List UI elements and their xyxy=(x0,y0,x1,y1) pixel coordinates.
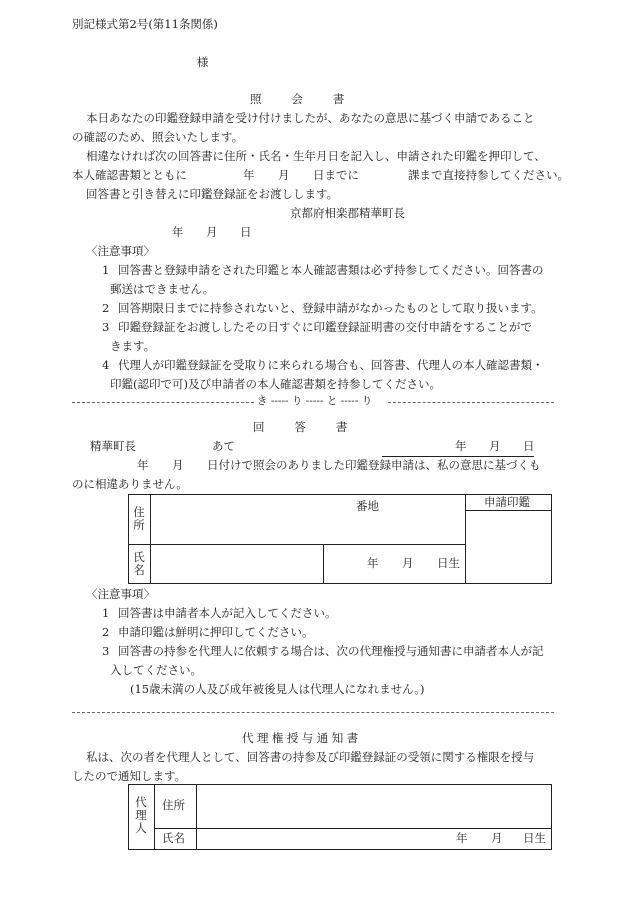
issue-day-label: 日 xyxy=(240,225,252,239)
proxy-line-1: 私は、次の者を代理人として、回答書の持参及び印鑑登録証の受領に関する権限を授与 xyxy=(86,750,535,764)
cut-line-label: き ----- り ----- と ----- り xyxy=(257,395,373,407)
seal-header-divider xyxy=(465,510,552,511)
inquiry-note-text: 回答期限日までに持参されないと、登録申請がなかったものとして取り扱います。 xyxy=(118,301,543,315)
reply-title: 回答書 xyxy=(253,420,378,434)
name-input[interactable] xyxy=(152,546,320,582)
agent-name-label: 氏名 xyxy=(162,831,185,845)
inquiry-note-text: 代理人が印鑑登録証を受取りに来られる場合も、回答書、代理人の本人確認書類・ xyxy=(118,358,544,372)
reply-day-label: 日 xyxy=(523,439,535,453)
reply-ate: あて xyxy=(212,439,235,453)
name-label: 氏名 xyxy=(133,550,145,578)
address-input[interactable] xyxy=(152,511,462,541)
inquiry-note-text: 印鑑登録証をお渡ししたその日すぐに印鑑登録証明書の交付申請をすることがで xyxy=(118,320,532,334)
deadline-month-label: 月 xyxy=(278,168,290,182)
birth-divider xyxy=(323,544,324,584)
reply-date-underline xyxy=(382,456,534,457)
reply-month-label: 月 xyxy=(489,439,501,453)
inquiry-ref-month-label: 月 xyxy=(172,458,184,472)
reply-note-text: 回答書は申請者本人が記入してください。 xyxy=(118,606,337,620)
deadline-department-text: 課まで直接持参してください。 xyxy=(408,168,569,182)
separator-dashed xyxy=(72,712,554,713)
proxy-title: 代理権授与通知書 xyxy=(242,731,362,745)
address-label: 住所 xyxy=(133,505,145,533)
inquiry-ref-year-label: 年 xyxy=(137,458,149,472)
reply-note-number: 2 xyxy=(102,625,110,639)
inquiry-note-text-cont: 印鑑(認印で可)及び申請者の本人確認書類を持参してください。 xyxy=(110,377,441,391)
issuer: 京都府相楽郡精華町長 xyxy=(290,206,405,220)
reply-year-label: 年 xyxy=(455,439,467,453)
proxy-row-divider xyxy=(154,828,552,829)
address-banchi-label: 番地 xyxy=(356,499,379,513)
reply-body-text: 日付けで照会のありました印鑑登録申請は、私の意思に基づくも xyxy=(207,458,541,472)
deadline-day-label: 日までに xyxy=(313,168,359,182)
agent-name-input[interactable] xyxy=(198,830,438,848)
inquiry-note-text-cont: きます。 xyxy=(110,339,156,353)
reply-table-row-divider xyxy=(128,544,465,545)
birth-month-label: 月 xyxy=(402,556,414,570)
reply-notes-heading: 〈注意事項〉 xyxy=(86,587,155,601)
birth-year-label: 年 xyxy=(367,556,379,570)
reply-note-text: 回答書の持参を代理人に依頼する場合は、次の代理権授与通知書に申請者本人が記 xyxy=(118,644,544,658)
agent-address-label: 住所 xyxy=(162,798,185,812)
agent-birth-day-label: 日生 xyxy=(523,831,546,845)
reply-note-number: 1 xyxy=(102,606,110,620)
inquiry-note-number: 2 xyxy=(102,301,110,315)
inquiry-line-5: 回答書と引き替えに印鑑登録証をお渡しします。 xyxy=(86,187,339,201)
inquiry-note-text: 回答書と登録申請をされた印鑑と本人確認書類は必ず持参してください。回答書の xyxy=(118,263,544,277)
birth-day-label: 日生 xyxy=(437,556,460,570)
addressee-suffix: 様 xyxy=(197,55,209,69)
inquiry-note-text-cont: 郵送はできません。 xyxy=(110,282,215,296)
reply-note-number: 3 xyxy=(102,644,110,658)
reply-note-text-cont: 入してください。 xyxy=(110,663,202,677)
agent-address-input[interactable] xyxy=(198,786,550,826)
agent-birth-month-label: 月 xyxy=(491,831,503,845)
seal-stamp-area[interactable] xyxy=(467,512,550,582)
inquiry-line-2: の確認のため、照会いたします。 xyxy=(72,130,244,144)
deadline-year-label: 年 xyxy=(243,168,255,182)
cut-line-left xyxy=(72,402,254,403)
proxy-line-2: したので通知します。 xyxy=(72,769,187,783)
reply-table-seal-divider xyxy=(465,494,466,584)
proxy-field-divider xyxy=(196,784,197,850)
inquiry-title: 照会書 xyxy=(250,92,375,106)
inquiry-line-1: 本日あなたの印鑑登録申請を受け付けましたが、あなたの意思に基づく申請であること xyxy=(86,111,535,125)
inquiry-notes-heading: 〈注意事項〉 xyxy=(86,244,155,258)
inquiry-note-number: 3 xyxy=(102,320,110,334)
reply-note-text: 申請印鑑は鮮明に押印してください。 xyxy=(118,625,314,639)
agent-label: 代理人 xyxy=(135,795,147,836)
reply-note-extra: (15歳未満の人及び成年被後見人は代理人になれません。) xyxy=(130,682,425,696)
reply-table-label-divider xyxy=(150,494,151,584)
proxy-label-divider xyxy=(154,784,155,850)
cut-line-right xyxy=(388,402,554,403)
issue-year-label: 年 xyxy=(172,225,184,239)
inquiry-note-number: 4 xyxy=(102,358,110,372)
reply-to-label: 精華町長 xyxy=(90,439,136,453)
agent-birth-year-label: 年 xyxy=(456,831,468,845)
reply-body-text-cont: のに相違ありません。 xyxy=(72,477,188,491)
form-reference: 別記様式第2号(第11条関係) xyxy=(72,17,218,31)
inquiry-line-4: 本人確認書類とともに xyxy=(72,168,187,182)
inquiry-line-3: 相違なければ次の回答書に住所・氏名・生年月日を記入し、申請された印鑑を押印して、 xyxy=(86,149,546,163)
inquiry-note-number: 1 xyxy=(102,263,110,277)
issue-month-label: 月 xyxy=(206,225,218,239)
seal-header: 申請印鑑 xyxy=(484,495,530,509)
